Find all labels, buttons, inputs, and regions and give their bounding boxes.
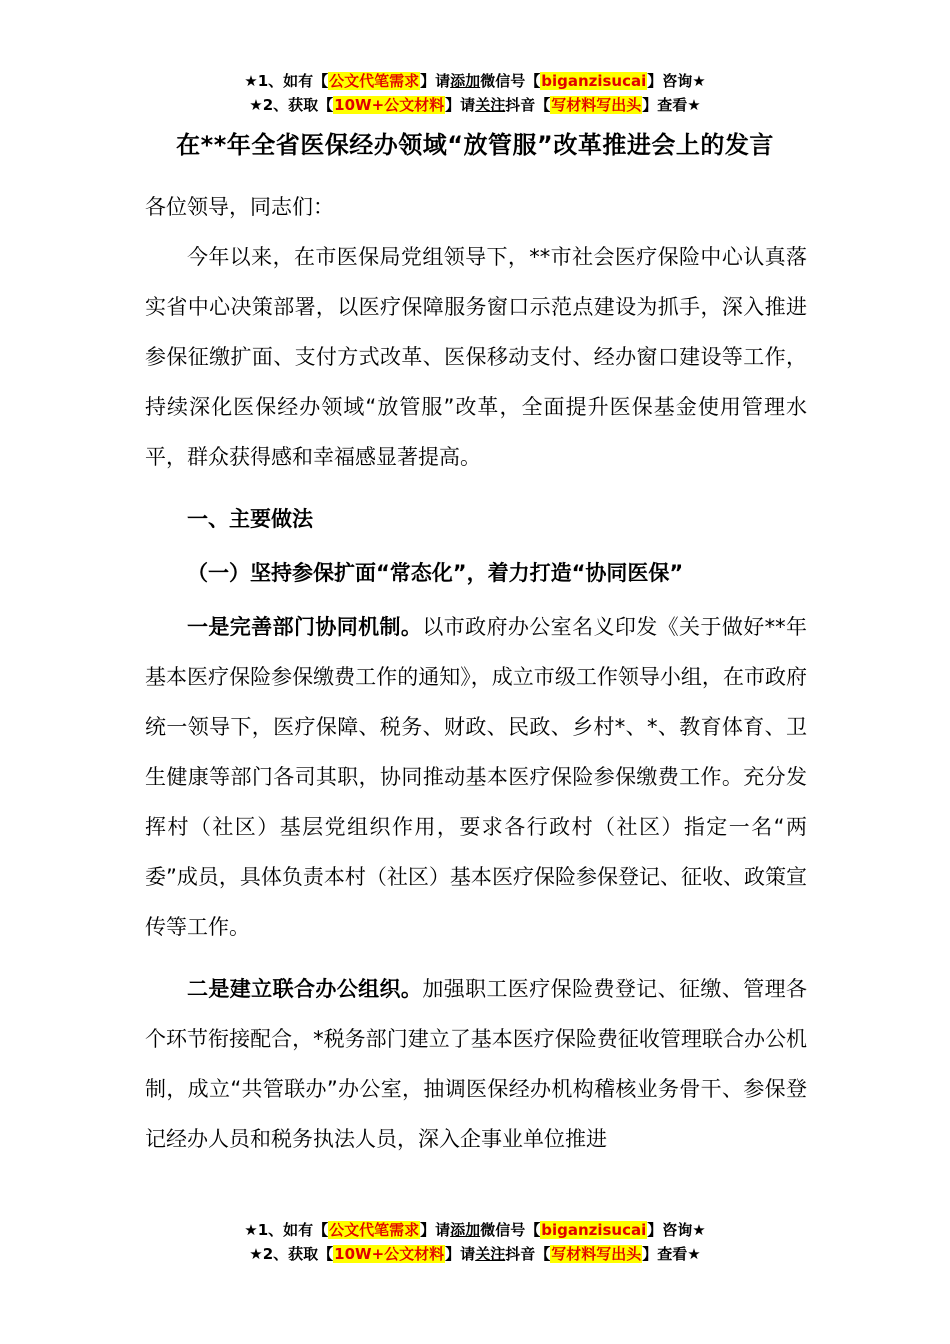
star-icon: ★ xyxy=(244,72,258,90)
bottom-banner-line-1: ★1、如有【公文代笔需求】请添加微信号【biganzisucai】咨询★ xyxy=(244,1221,706,1239)
intro-paragraph: 今年以来，在市医保局党组领导下，**市社会医疗保险中心认真落实省中心决策部署，以医疗保障服务窗口示范点建设为抓手，深入推进参保征缴扩面、支付方式改革、医保移动支付、经办窗口建设等工作，持续深化医保经办领域“放管服”改革，全面提升医保基金使用管理水平，群众获得感和幸福感显著提高。 xyxy=(145,245,807,469)
item-lead-1: 一是完善部门协同机制。 xyxy=(187,615,423,639)
item-text-1: 以市政府办公室名义印发《关于做好**年基本医疗保险参保缴费工作的通知》，成立市级工作领导小组，在市政府统一领导下，医疗保障、税务、财政、民政、乡村*、*、教育体育、卫生健康等部门各司其职，协同推动基本医疗保险参保缴费工作。充分发挥村（社区）基层党组织作用，要求各行政村（社区）指定一名“两委”成员，具体负责本村（社区）基本医疗保险参保登记、征收、政策宣传等工作。 xyxy=(145,615,808,939)
highlight-service: 公文代笔需求 xyxy=(329,1221,420,1239)
wechat-id[interactable]: biganzisucai xyxy=(541,72,647,90)
salutation: 各位领导，同志们： xyxy=(145,195,334,219)
wechat-id[interactable]: biganzisucai xyxy=(541,1221,647,1239)
douyin-account[interactable]: 写材料写出头 xyxy=(551,96,642,114)
star-icon: ★ xyxy=(692,1221,706,1239)
star-icon: ★ xyxy=(692,72,706,90)
bottom-banner-line-2: ★2、获取【10W+公文材料】请关注抖音【写材料写出头】查看★ xyxy=(249,1245,701,1263)
item-lead-2: 二是建立联合办公组织。 xyxy=(187,977,423,1001)
item-paragraph-2 xyxy=(145,964,807,1164)
star-icon: ★ xyxy=(249,96,263,114)
top-banner-line-2: ★2、获取【10W+公文材料】请关注抖音【写材料写出头】查看★ xyxy=(249,96,701,114)
item-paragraph-1 xyxy=(145,602,807,952)
star-icon: ★ xyxy=(687,1245,701,1263)
star-icon: ★ xyxy=(687,96,701,114)
document-title: 在**年全省医保经办领域“放管服”改革推进会上的发言 xyxy=(176,131,774,159)
item-text-2: 加强职工医疗保险费登记、征缴、管理各个环节衔接配合，*税务部门建立了基本医疗保险费征收管理联合办公机制，成立“共管联办”办公室，抽调医保经办机构稽核业务骨干、参保登记经办人员和税务执法人员，深入企事业单位推进 xyxy=(145,977,808,1151)
highlight-service: 公文代笔需求 xyxy=(329,72,420,90)
douyin-account[interactable]: 写材料写出头 xyxy=(551,1245,642,1263)
subsection-heading-1: （一）坚持参保扩面“常态化”，着力打造“协同医保” xyxy=(187,561,684,585)
highlight-materials: 10W+公文材料 xyxy=(334,96,445,114)
top-banner-line-1: ★1、如有【公文代笔需求】请添加微信号【biganzisucai】咨询★ xyxy=(244,72,706,90)
section-heading-1: 一、主要做法 xyxy=(187,507,313,531)
highlight-materials: 10W+公文材料 xyxy=(334,1245,445,1263)
star-icon: ★ xyxy=(249,1245,263,1263)
document-body xyxy=(145,182,807,1164)
star-icon: ★ xyxy=(244,1221,258,1239)
